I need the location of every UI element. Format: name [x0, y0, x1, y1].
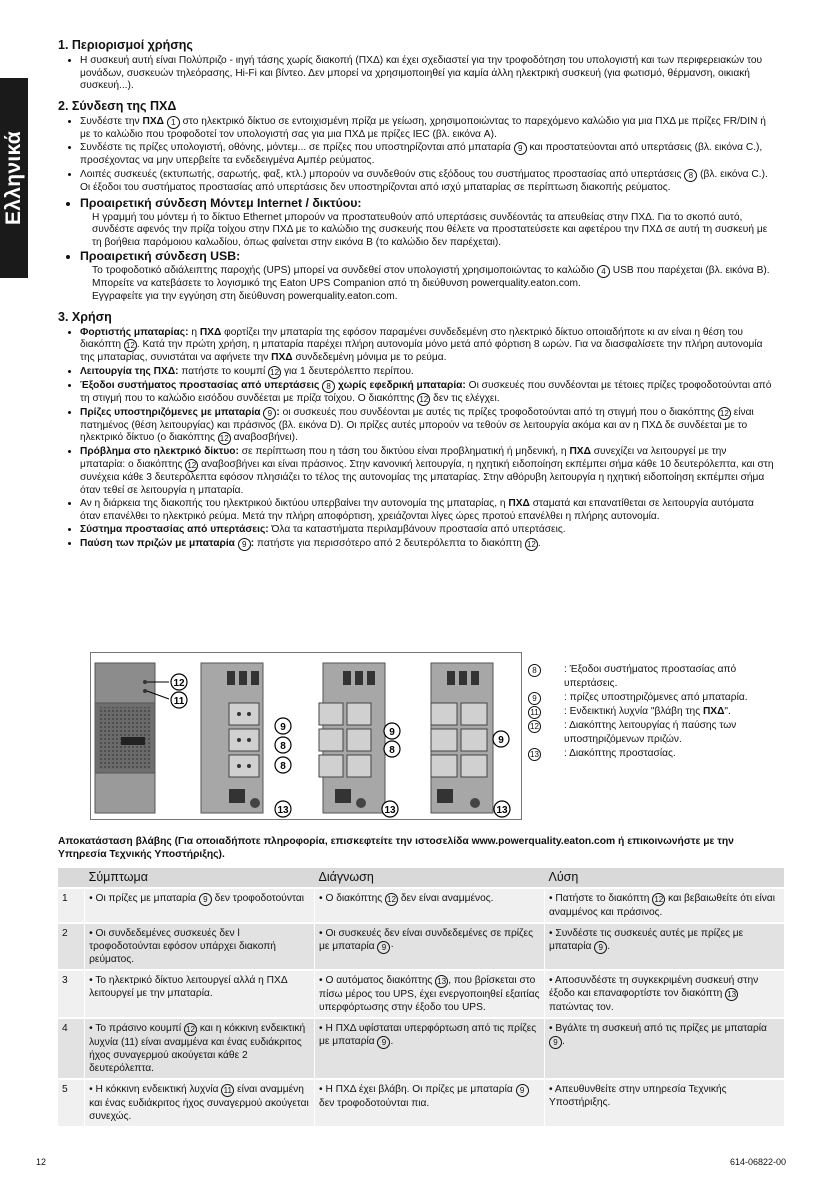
- svg-text:8: 8: [280, 761, 286, 772]
- column-header: Λύση: [544, 868, 784, 888]
- troubleshooting-table: [58, 868, 784, 1128]
- callout-number: 12: [184, 1023, 197, 1036]
- warranty-text: Εγγραφείτε για την εγγύηση στη διεύθυνση powerquality.eaton.com.: [92, 290, 398, 302]
- callout-12: 12: [173, 678, 185, 689]
- callout-number: 9: [377, 1036, 390, 1049]
- modem-text: Η γραμμή του μόντεμ ή το δίκτυο Ethernet μπορούν να προστατευθούν από υπερτάσεις συνδέοντάς τα απευθείας στην ΠΧΔ. Για το σκοπό αυτό, συνδέστε αφενός την πρίζα τοίχου στην ΠΧΔ με το καλώδιο της συσκευής που θέλετε να προστατεύσετε και αφετέρου την ΠΧΔ σε αυτή τη συσκευή με τη βοήθεια παρόμοιου καλωδίου, όπως φαίνεται στην εικόνα B (το καλώδιο δεν παρέχεται).: [92, 211, 768, 248]
- page-number: 12: [36, 1157, 47, 1167]
- svg-text:9: 9: [498, 735, 504, 746]
- row-number: 2: [58, 923, 85, 970]
- usb-text: Το τροφοδοτικό αδιάλειπτης παροχής (UPS) μπορεί να συνδεθεί στον υπολογιστή χρησιμοποιώντας το καλώδιο 4 USB που παρέχεται (βλ. εικόνα B).: [92, 265, 770, 277]
- document-code: 614-06822-00: [730, 1157, 787, 1167]
- section-usage-limits: [58, 38, 774, 93]
- legend-item: 8 : Έξοδοι συστήματος προστασίας από υπερτάσεις.: [528, 663, 788, 691]
- callout-number: 8: [684, 169, 697, 182]
- callout-number: 13: [435, 975, 448, 988]
- svg-text:8: 8: [389, 745, 395, 756]
- callout-11: 11: [173, 696, 185, 707]
- callout-number: 9: [263, 407, 276, 420]
- callout-number: 4: [597, 265, 610, 278]
- solution-cell: • Απευθυνθείτε στην υπηρεσία Τεχνικής Υποστήριξης.: [544, 1079, 784, 1127]
- svg-text:13: 13: [496, 805, 508, 816]
- list-item: • Σύστημα προστασίας από υπερτάσεις: Όλα τα καταστήματα περιλαμβάνουν προστασία από υπερτάσεις.: [80, 524, 774, 537]
- callout-number: 13: [725, 988, 738, 1001]
- callout-number: 9: [238, 538, 251, 551]
- diagnosis-cell: • Ο αυτόματος διακόπτης 13 , που βρίσκεται στο πίσω μέρος του UPS, έχει ενεργοποιηθεί εξαιτίας υπερφόρτωσης στην έξοδο του UPS.: [315, 970, 545, 1018]
- callout-number: 9: [514, 142, 527, 155]
- column-header: Διάγνωση: [315, 868, 545, 888]
- language-side-tab: Ελληνικά: [0, 78, 28, 278]
- callout-number: 12: [718, 407, 731, 420]
- subheading-modem: • Προαιρετική σύνδεση Μόντεμ Internet / δικτύου:: [80, 196, 774, 211]
- subheading-usb: • Προαιρετική σύνδεση USB:: [80, 249, 774, 264]
- manual-content: [58, 38, 774, 557]
- table-row: [58, 888, 784, 923]
- callout-number: 12: [185, 459, 198, 472]
- callout-number: 12: [385, 893, 398, 906]
- callout-number: 12: [417, 393, 430, 406]
- row-number: 5: [58, 1079, 85, 1127]
- callout-number: 9: [199, 893, 212, 906]
- callout-number: 9: [377, 941, 390, 954]
- list-item: • Συνδέστε τις πρίζες υπολογιστή, οθόνης, μόντεμ... σε πρίζες που υποστηρίζονται από μπαταρία 9 και προστατεύονται από υπερτάσεις (βλ. εικόνα C.), προσέχοντας να μην υπερβείτε τα ενδεδειγμένα Αμπέρ ρεύματος.: [80, 142, 774, 168]
- table-row: [58, 1079, 784, 1127]
- svg-text:13: 13: [277, 805, 289, 816]
- row-number: 4: [58, 1018, 85, 1079]
- callout-number: 12: [268, 366, 281, 379]
- callout-number: 9: [549, 1036, 562, 1049]
- symptom-cell: • Το ηλεκτρικό δίκτυο λειτουργεί αλλά η ΠΧΔ λειτουργεί με την μπαταρία.: [85, 970, 315, 1018]
- diagnosis-cell: • Ο διακόπτης 12 δεν είναι αναμμένος.: [315, 888, 545, 923]
- legend-item: 13 : Διακόπτης προστασίας.: [528, 747, 788, 761]
- troubleshooting-title: Αποκατάσταση βλάβης (Για οποιαδήποτε πληροφορία, επισκεφτείτε την ιστοσελίδα www.powerquality.eaton.com ή επικοινωνήστε με την Υπηρεσία Τεχνικής Υποστήριξης).: [58, 836, 734, 860]
- symptom-cell: • Η κόκκινη ενδεικτική λυχνία 11 είναι αναμμένη και ένας ευδιάκριτος ήχος συναγερμού ακούγεται συνεχώς.: [85, 1079, 315, 1127]
- list-item: • Έξοδοι συστήματος προστασίας από υπερτάσεις 8 χωρίς εφεδρική μπαταρία: Οι συσκευές που συνδέονται με τέτοιες πρίζες τροφοδοτούνται από τη στιγμή που το καλώδιο εισόδου συνδέεται με πρίζα τοίχου. Ο διακόπτης 12 δεν τις ελέγχει.: [80, 380, 774, 406]
- svg-text:8: 8: [280, 741, 286, 752]
- solution-cell: • Βγάλτε τη συσκευή από τις πρίζες με μπαταρία 9 .: [544, 1018, 784, 1079]
- svg-text:13: 13: [384, 805, 396, 816]
- section-title: 1. Περιορισμοί χρήσης: [58, 38, 193, 52]
- section-connection: [58, 99, 774, 304]
- list-item: • Πρόβλημα στο ηλεκτρικό δίκτυο: σε περίπτωση που η τάση του δικτύου είναι προβληματική ή μηδενική, η ΠΧΔ συνεχίζει να λειτουργεί με την μπαταρία: ο διακόπτης 12 αναβοσβήνει και είναι πράσινος. Στην κανονική λειτουργία, η ηχητική ειδοποίηση εκπέμπει σήμα κάθε 10 δευτερόλεπτα, και στη συνέχεια κάθε 3 δευτερόλεπτα εφόσον πλησιάζει το τέλος της αυτονομίας της μπαταρίας. Στην αθόρυβη λειτουργία η ηχητική ειδοποίηση εκπέμπει σήμα όταν τεθεί σε λειτουργία η μπαταρία.: [80, 446, 774, 497]
- legend-item: 9 : πρίζες υποστηριζόμενες από μπαταρία.: [528, 691, 788, 705]
- diagnosis-cell: • Οι συσκευές δεν είναι συνδεδεμένες σε πρίζες με μπαταρία 9 ·: [315, 923, 545, 970]
- symptom-cell: • Οι συνδεδεμένες συσκευές δεν l τροφοδοτούνται εφόσον υπάρχει διακοπή ρεύματος.: [85, 923, 315, 970]
- list-item: • Πρίζες υποστηριζόμενες με μπαταρία 9 : οι συσκευές που συνδέονται με αυτές τις πρίζες τροφοδοτούνται από τη στιγμή που ο διακόπτης 12 είναι πατημένος (θέση λειτουργίας) και πράσινος (βλ. εικόνα D). Οι πρίζες αυτές μπορούν να τεθούν σε λειτουργία ακόμα και αν η ΠΧΔ δε συνδέεται με το ηλεκτρικό δίκτυο (ο διακόπτης 12 αναβοσβήνει).: [80, 407, 774, 446]
- callout-number: 11: [221, 1084, 234, 1097]
- list-item: • Παύση των πριζών με μπαταρία 9 : πατήστε για περισσότερο από 2 δευτερόλεπτα το διακόπτη 12 .: [80, 538, 774, 551]
- table-row: [58, 923, 784, 970]
- table-header-row: [58, 868, 784, 888]
- solution-cell: • Συνδέστε τις συσκευές αυτές με πρίζες με μπαταρία 9 .: [544, 923, 784, 970]
- table-row: [58, 970, 784, 1018]
- legend-item: 11 : Ενδεικτική λυχνία "βλάβη της ΠΧΔ".: [528, 705, 788, 719]
- ups-drawing: [91, 653, 521, 819]
- software-text: Μπορείτε να κατεβάσετε το λογισμικό της Eaton UPS Companion από τη διεύθυνση powerquality.eaton.com.: [92, 278, 581, 290]
- svg-text:9: 9: [280, 722, 286, 733]
- table-row: [58, 1018, 784, 1079]
- diagnosis-cell: • Η ΠΧΔ υφίσταται υπερφόρτωση από τις πρίζες με μπαταρία 9 .: [315, 1018, 545, 1079]
- svg-text:9: 9: [389, 727, 395, 738]
- list-item: • Συνδέστε την ΠΧΔ 1 στο ηλεκτρικό δίκτυο σε εντοιχισμένη πρίζα με γείωση, χρησιμοποιώντας το παρεχόμενο καλώδιο για μια ΠΧΔ με πρίζες FR/DIN ή με το καλώδιο που τροφοδοτεί τον υπολογιστή σας για μια ΠΧΔ με πρίζες IEC (βλ. εικόνα A).: [80, 116, 774, 142]
- row-number: 1: [58, 888, 85, 923]
- column-header: Σύμπτωμα: [85, 868, 315, 888]
- figure-legend: [528, 663, 788, 761]
- list-item: • Η συσκευή αυτή είναι Πολύπριζο - ιηγή τάσης χωρίς διακοπή (ΠΧΔ) και έχει σχεδιαστεί για την τροφοδότηση του υπολογιστή και των περιφερειακών του μονάδων, συσκευών τηλεόρασης, Hi-Fi και βίντεο. Δεν μπορεί να χρησιμοποιηθεί για καμία άλλη ηλεκτρική συσκευή (για φωτισμό, θέρμανση, οικιακή συσκευή...).: [80, 55, 774, 93]
- section-use: [58, 310, 774, 551]
- callout-number: 12: [525, 538, 538, 551]
- diagnosis-cell: • Η ΠΧΔ έχει βλάβη. Οι πρίζες με μπαταρία 9 δεν τροφοδοτούνται πια.: [315, 1079, 545, 1127]
- callout-number: 12: [124, 339, 137, 352]
- callout-number: 1: [167, 116, 180, 129]
- list-item: • Λειτουργία της ΠΧΔ: πατήστε το κουμπί 12 για 1 δευτερόλεπτο περίπου.: [80, 366, 774, 379]
- list-item: • Λοιπές συσκευές (εκτυπωτής, σαρωτής, φαξ, κτλ.) μπορούν να συνδεθούν στις εξόδους του συστήματος προστασίας από υπερτάσεις 8 (βλ. εικόνα C.). Οι έξοδοι του συστήματος προστασίας από υπερτάσεις δεν υποστηρίζονται από ισχύ μπαταρίας σε περίπτωση διακοπής ρεύματος.: [80, 169, 774, 195]
- list-item: • Αν η διάρκεια της διακοπής του ηλεκτρικού δικτύου υπερβαίνει την αυτονομία της μπαταρίας, η ΠΧΔ σταματά και επανατίθεται σε λειτουργία αυτόματα όταν επανέλθει το ηλεκτρικό ρεύμα. Μετά την πλήρη αποφόρτιση, χρειάζονται λίγες ώρες προτού επανέλθει η πλήρης αυτονομία.: [80, 498, 774, 523]
- callout-number: 12: [218, 432, 231, 445]
- legend-item: 12 : Διακόπτης λειτουργίας ή παύσης των υποστηριζόμενων πριζών.: [528, 719, 788, 747]
- symptom-cell: • Το πράσινο κουμπί 12 και η κόκκινη ενδεικτική λυχνία (11) είναι αναμμένα και ένας ευδιάκριτος ήχος συναγερμού ακούγεται κάθε 2 δευτερόλεπτα.: [85, 1018, 315, 1079]
- callout-number: 12: [652, 893, 665, 906]
- list-item: • Φορτιστής μπαταρίας: η ΠΧΔ φορτίζει την μπαταρία της εφόσον παραμένει συνδεδεμένη στο ηλεκτρικό δίκτυο οποιαδήποτε κι αν είναι η θέση του διακόπτη 12 . Κατά την πρώτη χρήση, η μπαταρία παρέχει πλήρη αυτονομία μόνο μετά από φόρτιση 8 ωρών. Για να διασφαλίσετε την πλήρη αυτονομία της μπαταρίας, συνιστάται να αφήνετε την ΠΧΔ συνδεδεμένη μόνιμα με το ρεύμα.: [80, 327, 774, 365]
- callout-number: 9: [594, 941, 607, 954]
- symptom-cell: • Οι πρίζες με μπαταρία 9 δεν τροφοδοτούνται: [85, 888, 315, 923]
- solution-cell: • Αποσυνδέστε τη συγκεκριμένη συσκευή στην έξοδο και επαναφορτίστε τον διακόπτη 13 πατώντας τον.: [544, 970, 784, 1018]
- row-number: 3: [58, 970, 85, 1018]
- section-title: 2. Σύνδεση της ΠΧΔ: [58, 98, 177, 113]
- ups-illustration: [90, 652, 522, 820]
- callout-number: 8: [322, 380, 335, 393]
- section-title: 3. Χρήση: [58, 309, 112, 324]
- callout-number: 9: [516, 1084, 529, 1097]
- solution-cell: • Πατήστε το διακόπτη 12 και βεβαιωθείτε ότι είναι αναμμένος και πράσινος.: [544, 888, 784, 923]
